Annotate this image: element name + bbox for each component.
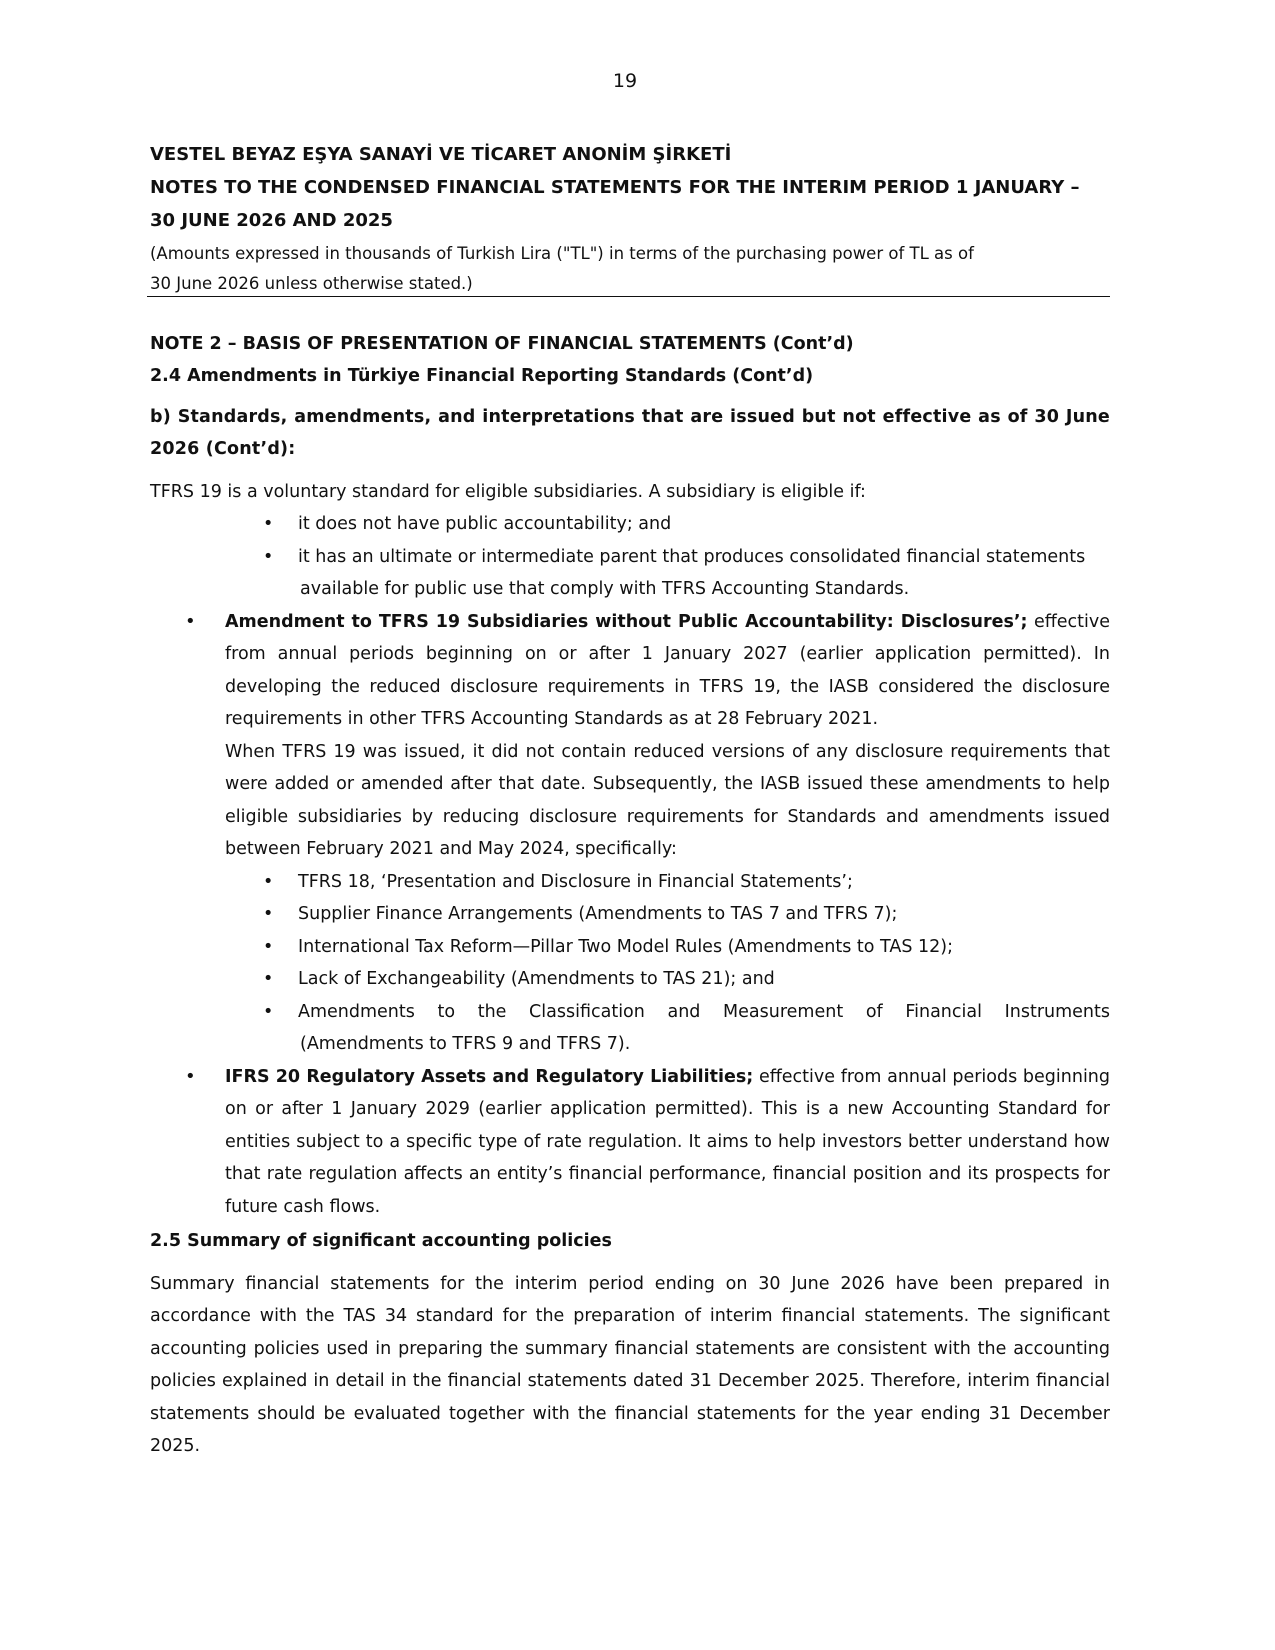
list-item [263, 898, 1110, 931]
document-header [150, 138, 1110, 299]
list-item [263, 931, 1110, 964]
page-number: 19 [612, 70, 638, 92]
list-item-text: it does not have public accountability; and [298, 514, 672, 534]
bullet-glyph: • [263, 871, 274, 892]
amendment-tfrs19-paragraph-2: When TFRS 19 was issued, it did not contain reduced versions of any disclosure requirements that were added or amended after that date. Subsequently, the IASB issued these amendments to help eligible subsidiaries by reducing disclosure requirements for Standards and amendments issued between February 2021 and May 2024, specifically: [225, 741, 1110, 859]
ifrs20-text: effective from annual periods beginning on or after 1 January 2029 (earlier application permitted). This is a new Accounting Standard for entities subject to a specific type of rate regulation. It aims to help investors better understand how that rate regulation affects an entity’s financial performance, financial position and its prospects for future cash flows. [225, 1066, 1111, 1217]
amounts-note-line2: 30 June 2026 unless otherwise stated.) [150, 274, 473, 293]
bullet-glyph: • [263, 514, 274, 534]
intro-paragraph: TFRS 19 is a voluntary standard for eligible subsidiaries. A subsidiary is eligible if: [150, 481, 866, 502]
amendment-standards-list [225, 866, 1110, 1061]
notes-title: NOTES TO THE CONDENSED FINANCIAL STATEMENTS FOR THE INTERIM PERIOD 1 JANUARY – 30 JUNE 2026 AND 2025 [150, 177, 1080, 231]
list-item-text: TFRS 18, ‘Presentation and Disclosure in Financial Statements’; [298, 871, 853, 892]
list-item-text: International Tax Reform—Pillar Two Model Rules (Amendments to TAS 12); [298, 936, 953, 957]
ifrs20-paragraph [225, 1061, 1110, 1224]
section-heading-2-4: 2.4 Amendments in Türkiye Financial Reporting Standards (Cont’d) [150, 365, 814, 386]
list-item-continuation: available for public use that comply with TFRS Accounting Standards. [300, 579, 910, 599]
list-item [263, 996, 1110, 1061]
bullet-glyph: • [263, 1001, 274, 1022]
amendment-tfrs19-paragraph [225, 606, 1110, 736]
bullet-glyph: • [263, 969, 274, 989]
list-item [263, 541, 1110, 606]
section-heading-2-5: 2.5 Summary of significant accounting policies [150, 1231, 612, 1251]
company-name: VESTEL BEYAZ EŞYA SANAYİ VE TİCARET ANONİM ŞİRKETİ [150, 144, 732, 165]
list-item-ifrs20 [185, 1061, 1111, 1224]
list-item-text: Amendments to the Classification and Measurement of Financial Instruments [298, 1001, 1110, 1022]
amendment-tfrs19-text: effective from annual periods beginning on or after 1 January 2027 (earlier application permitted). In developing the reduced disclosure requirements in TFRS 19, the IASB considered the disclosure requirements in other TFRS Accounting Standards as at 28 February 2021. [225, 611, 1110, 729]
list-item-text: it has an ultimate or intermediate parent that produces consolidated financial statements [298, 546, 1086, 567]
section-2-5-paragraph: Summary financial statements for the interim period ending on 30 June 2026 have been prepared in accordance with the TAS 34 standard for the preparation of interim financial statements. The significant accounting policies used in preparing the summary financial statements are consistent with the accounting policies explained in detail in the financial statements dated 31 December 2025. Therefore, interim financial statements should be evaluated together with the financial statements for the year ending 31 December 2025. [150, 1273, 1110, 1456]
list-item-text: Supplier Finance Arrangements (Amendments to TAS 7 and TFRS 7); [298, 904, 898, 924]
bullet-glyph: • [185, 610, 196, 632]
list-item [263, 508, 1110, 541]
list-item-amendment-tfrs19 [185, 606, 1110, 1061]
bullet-glyph: • [263, 904, 274, 924]
ifrs20-title: IFRS 20 Regulatory Assets and Regulatory Liabilities; [225, 1066, 754, 1087]
list-item [263, 866, 1110, 899]
bullet-glyph: • [263, 546, 274, 567]
amounts-note-line1: (Amounts expressed in thousands of Turkish Lira ("TL") in terms of the purchasing power of TL as of [150, 244, 974, 263]
list-item-text: Lack of Exchangeability (Amendments to TAS 21); and [298, 969, 775, 989]
list-item-continuation: (Amendments to TFRS 9 and TFRS 7). [300, 1034, 631, 1054]
eligibility-list [150, 508, 1110, 606]
amendments-list [150, 606, 1110, 1224]
note-heading: NOTE 2 – BASIS OF PRESENTATION OF FINANCIAL STATEMENTS (Cont’d) [150, 334, 854, 354]
bullet-glyph: • [263, 936, 274, 957]
document-body [150, 328, 1110, 1463]
amounts-note [150, 239, 1110, 299]
subsection-heading-b: b) Standards, amendments, and interpretations that are issued but not effective as of 30 June 2026 (Cont’d): [150, 406, 1110, 459]
amendment-tfrs19-title: Amendment to TFRS 19 Subsidiaries without Public Accountability: Disclosures’; [225, 611, 1028, 632]
bullet-glyph: • [185, 1065, 196, 1087]
list-item [263, 963, 1110, 996]
header-divider [147, 296, 1110, 297]
